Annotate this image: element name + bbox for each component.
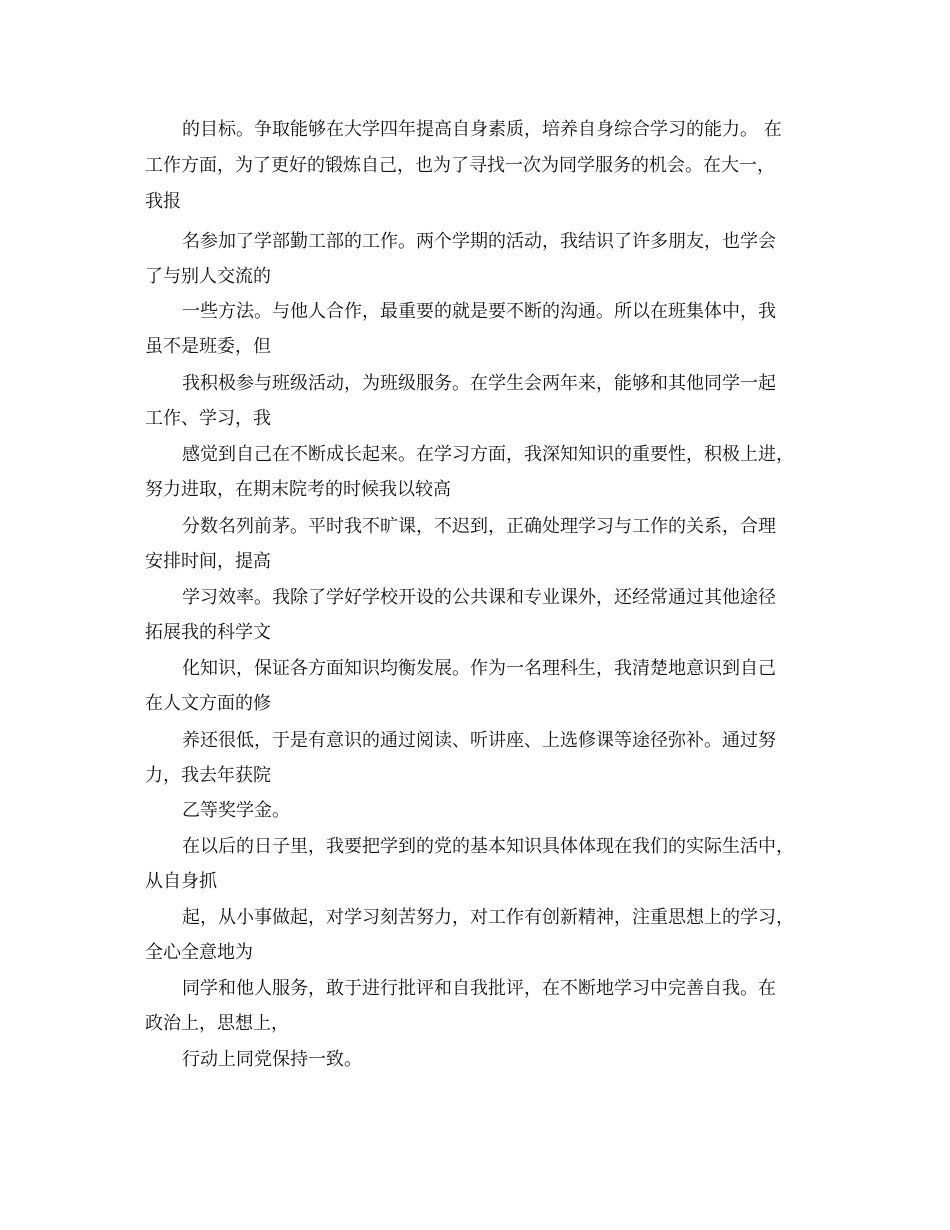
text-line: 名参加了学部勤工部的工作。两个学期的活动，我结识了许多朋友，也学会: [182, 231, 776, 252]
text-line: 工作、学习，我: [145, 408, 271, 429]
text-line: 从自身抓: [145, 871, 217, 892]
text-line: 起，从小事做起，对学习刻苦努力，对工作有创新精神，注重思想上的学习，: [182, 907, 794, 928]
text-line: 行动上同党保持一致。: [182, 1049, 362, 1070]
text-line: 拓展我的科学文: [145, 622, 271, 643]
text-line: 努力进取，在期末院考的时候我以较高: [145, 479, 451, 500]
text-line: 虽不是班委，但: [145, 336, 271, 357]
text-line: 我积极参与班级活动，为班级服务。在学生会两年来，能够和其他同学一起: [182, 373, 776, 394]
text-line: 化知识，保证各方面知识均衡发展。作为一名理科生，我清楚地意识到自己: [182, 658, 776, 679]
text-line: 一些方法。与他人合作，最重要的就是要不断的沟通。所以在班集体中，我: [182, 301, 776, 322]
text-line: 在人文方面的修: [145, 693, 271, 714]
text-line: 政治上，思想上，: [145, 1013, 289, 1034]
text-line: 感觉到自己在不断成长起来。在学习方面，我深知知识的重要性，积极上进，: [182, 444, 794, 465]
text-line: 我报: [145, 191, 181, 212]
text-line: 养还很低，于是有意识的通过阅读、听讲座、上选修课等途径弥补。通过努: [182, 730, 776, 751]
text-line: 学习效率。我除了学好学校开设的公共课和专业课外，还经常通过其他途径: [182, 587, 776, 608]
text-line: 的目标。争取能够在大学四年提高自身素质，培养自身综合学习的能力。 在: [182, 119, 782, 140]
text-line: 力，我去年获院: [145, 765, 271, 786]
text-line: 了与别人交流的: [145, 266, 271, 287]
text-line: 安排时间，提高: [145, 551, 271, 572]
text-line: 同学和他人服务，敢于进行批评和自我批评，在不断地学习中完善自我。在: [182, 978, 776, 999]
text-line: 乙等奖学金。: [182, 800, 290, 821]
text-line: 工作方面，为了更好的锻炼自己，也为了寻找一次为同学服务的机会。在大一，: [145, 155, 775, 176]
text-line: 在以后的日子里，我要把学到的党的基本知识具体体现在我们的实际生活中，: [182, 836, 794, 857]
text-line: 全心全意地为: [145, 942, 253, 963]
text-line: 分数名列前茅。平时我不旷课，不迟到，正确处理学习与工作的关系，合理: [182, 516, 776, 537]
